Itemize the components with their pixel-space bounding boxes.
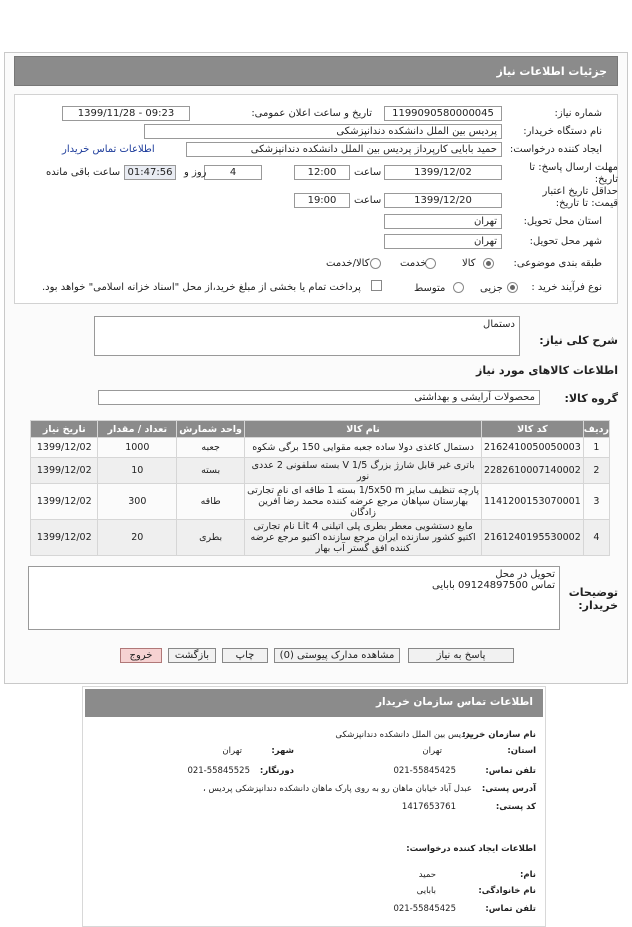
remaining-time-field: 01:47:56 <box>124 165 176 180</box>
cell-name: پارچه تنظیف سایز 1/5x50 m بسته 1 طاقه ای نام تجارتی بهارستان سپاهان مرجع عرضه کننده محمد رضا آفرین زادگان <box>245 484 482 520</box>
province-field: تهران <box>384 214 502 229</box>
creator-label: ایجاد کننده درخواست: <box>509 144 602 155</box>
need-number-field: 1199090580000045 <box>384 106 502 121</box>
process-option-medium: متوسط <box>414 283 446 294</box>
cell-qty: 300 <box>98 484 177 520</box>
creator-field: حمید بابایی کارپرداز پردیس بین الملل دانشکده دندانپزشکی <box>186 142 502 157</box>
category-radio-both[interactable] <box>370 258 381 269</box>
col-qty: تعداد / مقدار <box>98 421 177 438</box>
creator-last-name-label: نام خانوادگی: <box>478 886 536 896</box>
process-radio-medium[interactable] <box>453 282 464 293</box>
col-index: ردیف <box>583 421 609 438</box>
treasury-note: پرداخت تمام یا بخشی از مبلغ خرید،از محل "اسناد خزانه اسلامی" خواهد بود. <box>42 282 361 293</box>
contact-province-value: تهران <box>422 746 442 756</box>
table-row <box>31 458 610 484</box>
creator-last-name-value: بابایی <box>416 886 436 896</box>
contact-fax-label: دورنگار: <box>259 766 294 776</box>
deadline-label: مهلت ارسال پاسخ: تا تاریخ: <box>529 162 618 185</box>
days-label: روز و <box>184 167 207 178</box>
table-row <box>31 484 610 520</box>
page-title: جزئیات اطلاعات نیاز <box>14 56 618 86</box>
contact-phone-value: 021-55845425 <box>393 766 456 776</box>
buyer-field: پردیس بین الملل دانشکده دندانپزشکی <box>144 124 502 139</box>
back-button[interactable]: بازگشت <box>168 648 216 663</box>
creator-phone-value: 021-55845425 <box>393 904 456 914</box>
remaining-label: ساعت باقی مانده <box>46 167 121 178</box>
summary-label: شرح کلی نیاز: <box>539 334 618 347</box>
creator-first-name-label: نام: <box>519 870 536 880</box>
contact-postal-label: کد پستی: <box>495 802 536 812</box>
buyer-contact-link[interactable]: اطلاعات تماس خریدار <box>62 144 155 155</box>
goods-table <box>30 420 610 556</box>
validity-time-field: 19:00 <box>294 193 350 208</box>
goods-group-field: محصولات آرایشی و بهداشتی <box>98 390 540 405</box>
need-number-label: شماره نیاز: <box>554 108 602 119</box>
process-label: نوع فرآیند خرید : <box>531 282 602 293</box>
attachments-button[interactable]: مشاهده مدارک پیوستی (0) <box>274 648 400 663</box>
buyer-notes-field <box>28 566 560 630</box>
contact-address-label: آدرس پستی: <box>481 784 536 794</box>
city-label: شهر محل تحویل: <box>529 236 602 247</box>
contact-city-label: شهر: <box>271 746 294 756</box>
contact-org-value: پردیس بین الملل دانشکده دندانپزشکی <box>335 730 472 740</box>
goods-section-title: اطلاعات کالاهای مورد نیاز <box>476 364 618 377</box>
cell-code: 2282610007140002 <box>482 458 584 484</box>
cell-unit: بطری <box>177 520 245 556</box>
col-code: کد کالا <box>482 421 584 438</box>
cell-name: باتری غیر قابل شارژ بزرگ V 1/5 بسته سلفونی 2 عددی نور <box>245 458 482 484</box>
goods-group-label: گروه کالا: <box>564 392 618 405</box>
category-option-service: خدمت <box>400 258 427 269</box>
contact-city-value: تهران <box>222 746 242 756</box>
cell-name: دستمال کاغذی دولا ساده جعبه مقوایی 150 برگی شکوه <box>245 438 482 458</box>
goods-table-wrap <box>30 420 610 556</box>
category-radio-service[interactable] <box>425 258 436 269</box>
category-option-both: کالا/خدمت <box>326 258 370 269</box>
contact-address-value: عبدل آباد خیابان ماهان رو به روی پارک ماهان دانشکده دندانپزشکی پردیس ، <box>203 784 472 794</box>
cell-date: 1399/12/02 <box>31 484 98 520</box>
contact-card <box>82 686 546 927</box>
cell-unit: طاقه <box>177 484 245 520</box>
cell-index: 1 <box>583 438 609 458</box>
cell-date: 1399/12/02 <box>31 520 98 556</box>
cell-date: 1399/12/02 <box>31 438 98 458</box>
contact-phone-label: تلفن تماس: <box>485 766 536 776</box>
cell-code: 2161240195530002 <box>482 520 584 556</box>
buyer-notes-label: توضیحات خریدار: <box>568 586 618 612</box>
cell-index: 2 <box>583 458 609 484</box>
cell-code: 1141200153070001 <box>482 484 584 520</box>
contact-province-label: استان: <box>507 746 536 756</box>
creator-info-title: اطلاعات ایجاد کننده درخواست: <box>406 844 536 854</box>
deadline-date-field: 1399/12/02 <box>384 165 502 180</box>
buyer-label: نام دستگاه خریدار: <box>523 126 602 137</box>
cell-code: 2162410050050003 <box>482 438 584 458</box>
city-field: تهران <box>384 234 502 249</box>
contact-fax-value: 021-55845525 <box>187 766 250 776</box>
col-date: تاریخ نیاز <box>31 421 98 438</box>
deadline-time-field: 12:00 <box>294 165 350 180</box>
process-option-minor: جزیی <box>480 283 503 294</box>
cell-qty: 10 <box>98 458 177 484</box>
deadline-time-label: ساعت <box>354 167 382 178</box>
validity-label: حداقل تاریخ اعتبار قیمت: تا تاریخ: <box>542 186 618 209</box>
buyer-notes-line1: تحویل در محل <box>495 569 555 580</box>
announce-label: تاریخ و ساعت اعلان عمومی: <box>251 108 372 119</box>
table-row <box>31 438 610 458</box>
validity-date-field: 1399/12/20 <box>384 193 502 208</box>
buyer-notes-line2: تماس 09124897500 بابایی <box>432 580 555 591</box>
exit-button[interactable]: خروج <box>120 648 162 663</box>
category-label: طبقه بندی موضوعی: <box>513 258 602 269</box>
cell-index: 4 <box>583 520 609 556</box>
cell-date: 1399/12/02 <box>31 458 98 484</box>
contact-title: اطلاعات تماس سازمان خریدار <box>85 689 543 717</box>
process-radio-minor[interactable] <box>507 282 518 293</box>
creator-first-name-value: حمید <box>418 870 436 880</box>
province-label: استان محل تحویل: <box>523 216 602 227</box>
cell-unit: بسته <box>177 458 245 484</box>
validity-time-label: ساعت <box>354 195 382 206</box>
category-option-goods: کالا <box>462 258 476 269</box>
category-radio-goods[interactable] <box>483 258 494 269</box>
cell-name: مایع دستشویی معطر بطری پلی اتیلنی 4 Lit نام تجارتی اکتیو کشور سازنده ایران مرجع سازنده اکتیو مرجع عرضه کننده افق گستر آب بهار <box>245 520 482 556</box>
cell-qty: 1000 <box>98 438 177 458</box>
announce-field: 1399/11/28 - 09:23 <box>62 106 190 121</box>
col-name: نام کالا <box>245 421 482 438</box>
creator-phone-label: تلفن تماس: <box>485 904 536 914</box>
summary-field: دستمال <box>94 316 520 356</box>
table-row <box>31 520 610 556</box>
cell-index: 3 <box>583 484 609 520</box>
days-field: 4 <box>204 165 262 180</box>
contact-postal-value: 1417653761 <box>401 802 456 812</box>
reply-button[interactable]: پاسخ به نیاز <box>408 648 514 663</box>
print-button[interactable]: چاپ <box>222 648 268 663</box>
col-unit: واحد شمارش <box>177 421 245 438</box>
cell-unit: جعبه <box>177 438 245 458</box>
contact-org-label: نام سازمان خرید: <box>462 730 536 740</box>
cell-qty: 20 <box>98 520 177 556</box>
treasury-checkbox[interactable] <box>371 280 382 291</box>
